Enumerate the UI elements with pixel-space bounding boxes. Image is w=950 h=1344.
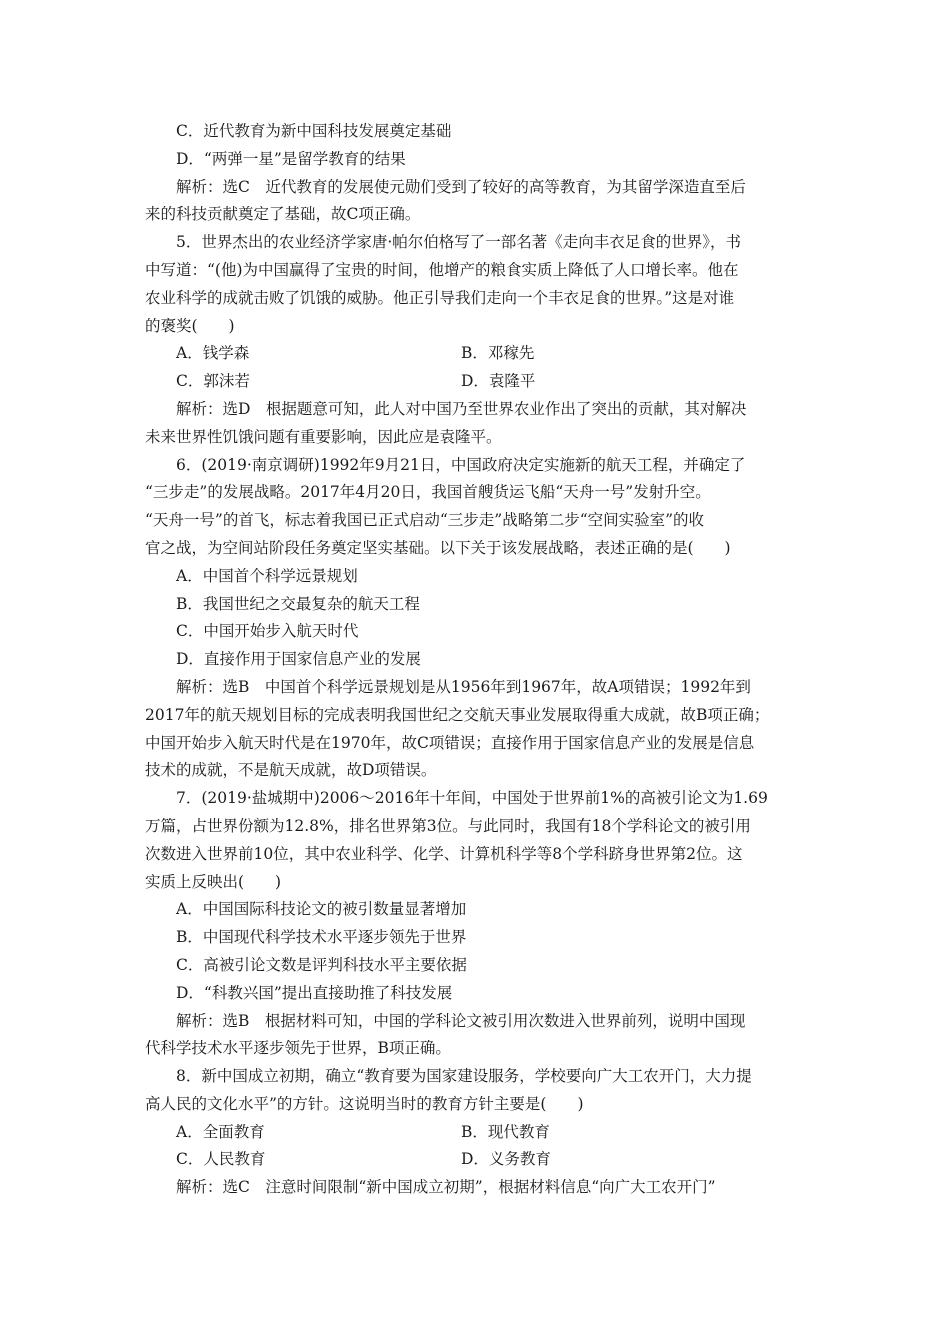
q4-option-c: C．近代教育为新中国科技发展奠定基础 xyxy=(176,122,452,140)
q7-option-c: C．高被引论文数是评判科技水平主要依据 xyxy=(176,955,467,974)
q7-option-a: A．中国国际科技论文的被引数量显著增加 xyxy=(176,900,467,919)
q7-option-b: B．中国现代科学技术水平逐步领先于世界 xyxy=(176,928,467,947)
q6-analysis-line: 中国开始步入航天时代是在1970年，故C项错误；直接作用于国家信息产业的发展是信息 xyxy=(145,733,755,752)
q6-analysis-line: 解析：选B 中国首个科学远景规划是从1956年到1967年，故A项错误；1992年到 xyxy=(176,677,751,696)
q8-stem-line: 8．新中国成立初期，确立“教育要为国家建设服务，学校要向广大工农开门，大力提 xyxy=(176,1067,752,1086)
q6-option-c: C．中国开始步入航天时代 xyxy=(176,622,359,641)
q6-analysis-line: 2017年的航天规划目标的完成表明我国世纪之交航天事业发展取得重大成就，故B项正确； xyxy=(145,705,770,724)
q8-options-row xyxy=(145,1119,810,1147)
document-body xyxy=(145,118,810,1202)
q5-option-b: B．邓稼先 xyxy=(461,344,535,363)
q4-analysis-line: 来的科技贡献奠定了基础，故C项正确。 xyxy=(145,205,421,224)
q8-stem-line: 高人民的文化水平”的方针。这说明当时的教育方针主要是( ) xyxy=(145,1094,584,1113)
q5-analysis-line: 解析：选D 根据题意可知，此人对中国乃至世界农业作出了突出的贡献，其对解决 xyxy=(176,399,747,418)
q5-stem-line: 中写道：“(他)为中国赢得了宝贵的时间，他增产的粮食实质上降低了人口增长率。他在 xyxy=(145,260,739,279)
q6-option-d: D．直接作用于国家信息产业的发展 xyxy=(176,650,421,669)
q8-option-a: A．全面教育 xyxy=(176,1122,265,1141)
q5-options-row xyxy=(145,340,810,368)
q7-stem-line: 万篇，占世界份额为12.8%，排名世界第3位。与此同时，我国有18个学科论文的被引用 xyxy=(145,816,751,835)
q7-stem-line: 次数进入世界前10位，其中农业科学、化学、计算机科学等8个学科跻身世界第2位。这 xyxy=(145,844,743,863)
q7-analysis-line: 解析：选B 根据材料可知，中国的学科论文被引用次数进入世界前列，说明中国现 xyxy=(176,1011,746,1030)
q6-stem-line: “天舟一号”的首飞，标志着我国已正式启动“三步走”战略第二步“空间实验室”的收 xyxy=(145,511,705,530)
q4-analysis-line: 解析：选C 近代教育的发展使元勋们受到了较好的高等教育，为其留学深造直至后 xyxy=(176,177,746,196)
q8-option-d: D．义务教育 xyxy=(461,1150,551,1169)
q8-option-b: B．现代教育 xyxy=(461,1122,550,1141)
q5-analysis-line: 未来世界性饥饿问题有重要影响，因此应是袁隆平。 xyxy=(145,427,502,446)
q7-stem-line: 实质上反映出( ) xyxy=(145,872,282,891)
q5-stem-line: 5．世界杰出的农业经济学家唐·帕尔伯格写了一部名著《走向丰衣足食的世界》，书 xyxy=(176,233,742,252)
q4-option-d: D．“两弹一星”是留学教育的结果 xyxy=(176,149,406,168)
q6-stem-line: “三步走”的发展战略。2017年4月20日，我国首艘货运飞船“天舟一号”发射升空。 xyxy=(145,483,711,502)
q5-option-d: D．袁隆平 xyxy=(461,372,536,391)
q8-option-c: C．人民教育 xyxy=(176,1150,266,1169)
q7-stem-line: 7．(2019·盐城期中)2006～2016年十年间，中国处于世界前1%的高被引论文为1.69 xyxy=(176,789,768,808)
q6-option-b: B．我国世纪之交最复杂的航天工程 xyxy=(176,594,420,613)
q5-stem-line: 的褒奖( ) xyxy=(145,316,235,335)
q5-options-row xyxy=(145,368,810,396)
q6-stem-line: 6．(2019·南京调研)1992年9月21日，中国政府决定实施新的航天工程，并确定了 xyxy=(176,455,746,474)
q5-option-a: A．钱学森 xyxy=(176,344,250,363)
q8-options-row xyxy=(145,1146,810,1174)
q5-option-c: C．郭沫若 xyxy=(176,372,250,391)
q7-analysis-line: 代科学技术水平逐步领先于世界，B项正确。 xyxy=(145,1039,451,1058)
q8-analysis-line: 解析：选C 注意时间限制“新中国成立初期”，根据材料信息“向广大工农开门” xyxy=(176,1178,716,1197)
q6-analysis-line: 技术的成就，不是航天成就，故D项错误。 xyxy=(145,761,437,780)
q6-option-a: A．中国首个科学远景规划 xyxy=(176,566,358,585)
q6-stem-line: 官之战，为空间站阶段任务奠定坚实基础。以下关于该发展战略，表述正确的是( ) xyxy=(145,538,731,557)
q7-option-d: D．“科教兴国”提出直接助推了科技发展 xyxy=(176,983,453,1002)
q5-stem-line: 农业科学的成就击败了饥饿的威胁。他正引导我们走向一个丰衣足食的世界。”这是对谁 xyxy=(145,288,735,307)
